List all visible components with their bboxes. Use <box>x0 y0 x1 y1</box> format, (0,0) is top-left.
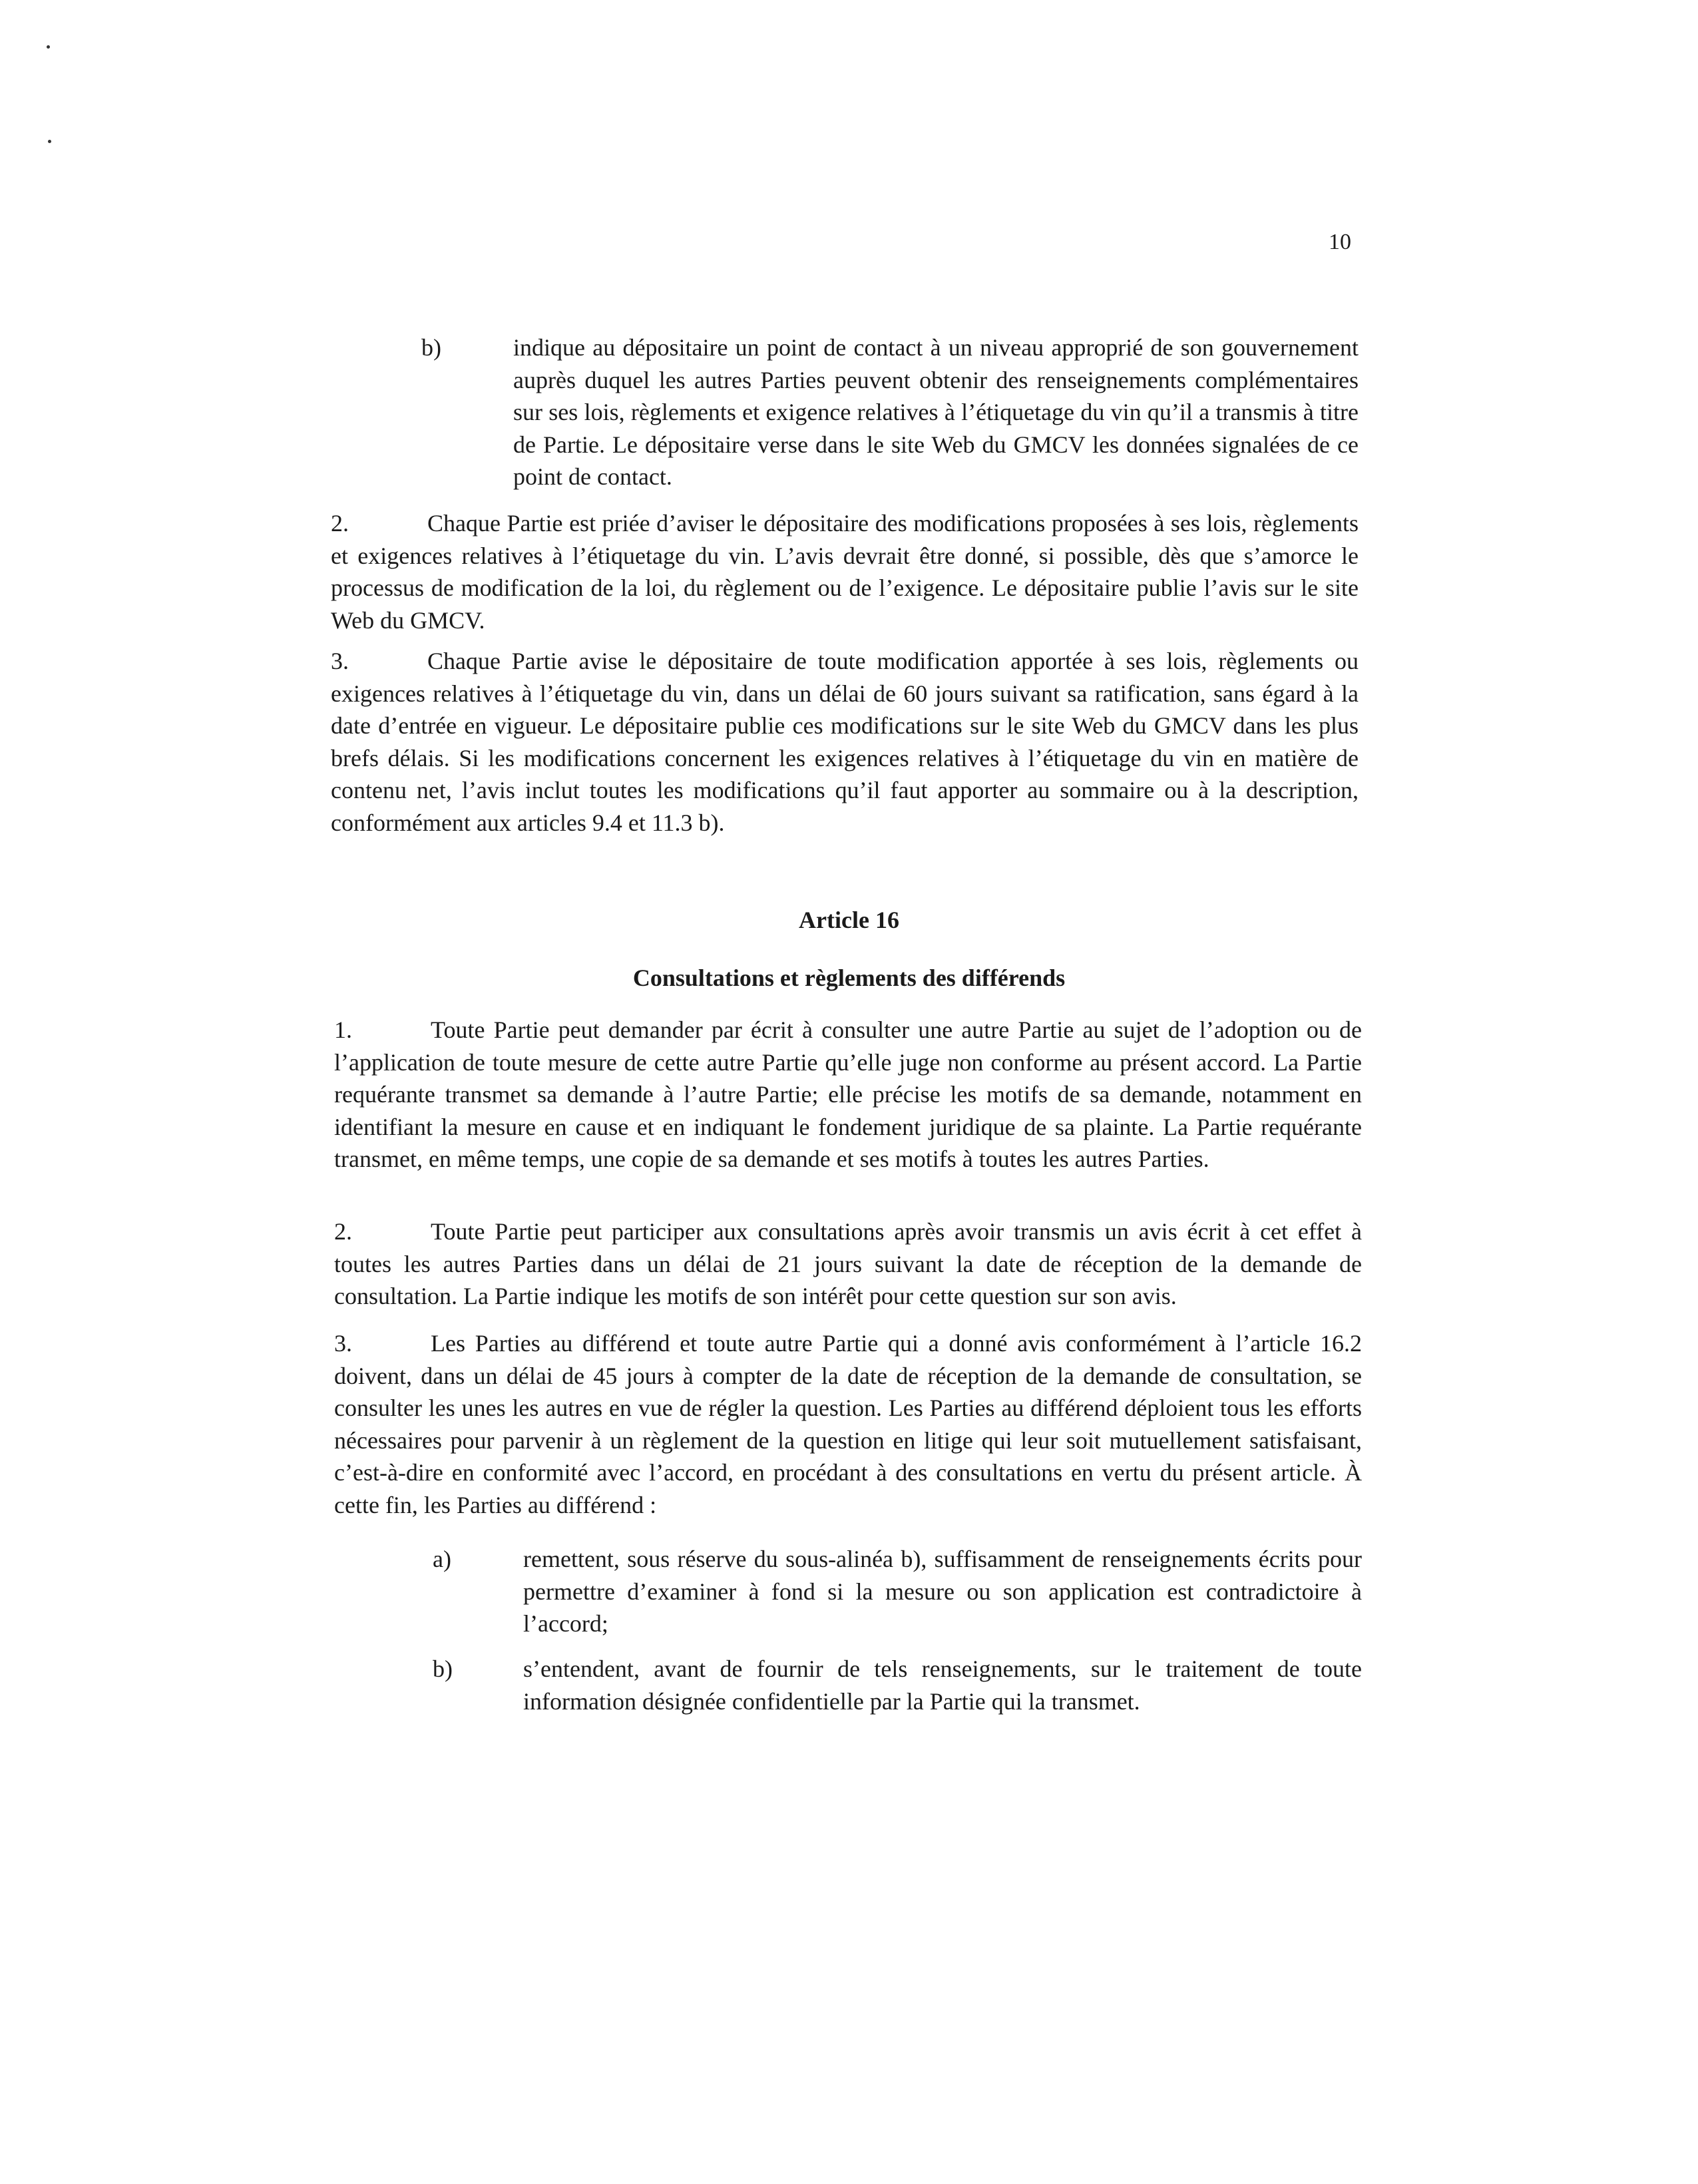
scan-speck <box>47 45 50 49</box>
paragraph-text: Chaque Partie avise le dépositaire de toute modification apportée à ses lois, règlements ou exigences relatives à l’étiquetage du vin, dans un délai de 60 jours suivant sa ratification, sans égard à la date d’entrée en vigueur. Le dépositaire publie ces modifications sur le site Web du GMCV dans les plus brefs délais. Si les modifications concernent les exigences relatives à l’étiquetage du vin en matière de contenu net, l’avis inclut toutes les modifications qu’il faut apporter au sommaire ou à la description, conformément aux articles 9.4 et 11.3 b). <box>331 648 1359 836</box>
paragraph-number: 3. <box>334 1330 352 1357</box>
scan-speck <box>48 140 51 143</box>
paragraph-text: Les Parties au différend et toute autre Partie qui a donné avis conformément à l’article 16.2 doivent, dans un délai de 45 jours à compter de la date de réception de la demande de consultation, se consulter les unes les autres en vue de régler la question. Les Parties au différend déploient tous les efforts nécessaires pour parvenir à un règlement de la question en litige qui leur soit mutuellement satisfaisant, c’est-à-dire en conformité avec l’accord, en procédant à des consultations en vertu du présent article. À cette fin, les Parties au différend : <box>334 1330 1362 1518</box>
page-number: 10 <box>1329 230 1351 254</box>
list-item-text: s’entendent, avant de fournir de tels renseignements, sur le traitement de toute information désignée confidentielle par la Partie qui la transmet. <box>523 1655 1362 1715</box>
paragraph-number: 3. <box>331 648 349 674</box>
paragraph-number: 1. <box>334 1016 352 1043</box>
paragraph-number: 2. <box>331 510 349 537</box>
paragraph-text: Chaque Partie est priée d’aviser le dépositaire des modifications proposées à ses lois, règlements et exigences relatives à l’étiquetage du vin. L’avis devrait être donné, si possible, dès que s’amorce le processus de modification de la loi, du règlement ou de l’exigence. Le dépositaire publie l’avis sur le site Web du GMCV. <box>331 510 1359 634</box>
paragraph-text: Toute Partie peut demander par écrit à consulter une autre Partie au sujet de l’adoption ou de l’application de toute mesure de cette autre Partie qu’elle juge non conforme au présent accord. La Partie requérante transmet sa demande à l’autre Partie; elle précise les motifs de sa demande, notamment en identifiant la mesure en cause et en indiquant le fondement juridique de sa plainte. La Partie requérante transmet, en même temps, une copie de sa demande et ses motifs à toutes les autres Parties. <box>334 1016 1362 1172</box>
paragraph-15-3 <box>331 645 1359 839</box>
article-title: Article 16 <box>799 907 899 933</box>
list-item-letter: b) <box>421 334 441 361</box>
list-item-letter: b) <box>433 1655 453 1682</box>
list-item-letter: a) <box>433 1546 451 1572</box>
list-item-text: remettent, sous réserve du sous-alinéa b), suffisamment de renseignements écrits pour permettre d’examiner à fond si la mesure ou son application est contradictoire à l’accord; <box>523 1546 1362 1637</box>
article-subtitle: Consultations et règlements des différends <box>632 965 1066 991</box>
list-item-text: indique au dépositaire un point de contact à un niveau approprié de son gouvernement auprès duquel les autres Parties peuvent obtenir des renseignements complémentaires sur ses lois, règlements et exigence relatives à l’étiquetage du vin qu’il a transmis à titre de Partie. Le dépositaire verse dans le site Web du GMCV les données signalées de ce point de contact. <box>513 334 1359 490</box>
paragraph-16-3 <box>334 1327 1362 1521</box>
paragraph-16-2 <box>334 1215 1362 1313</box>
paragraph-15-2 <box>331 507 1359 636</box>
paragraph-number: 2. <box>334 1218 352 1245</box>
paragraph-16-1 <box>334 1014 1362 1176</box>
paragraph-text: Toute Partie peut participer aux consultations après avoir transmis un avis écrit à cet effet à toutes les autres Parties dans un délai de 21 jours suivant la date de réception de la demande de consultation. La Partie indique les motifs de son intérêt pour cette question sur son avis. <box>334 1218 1362 1309</box>
